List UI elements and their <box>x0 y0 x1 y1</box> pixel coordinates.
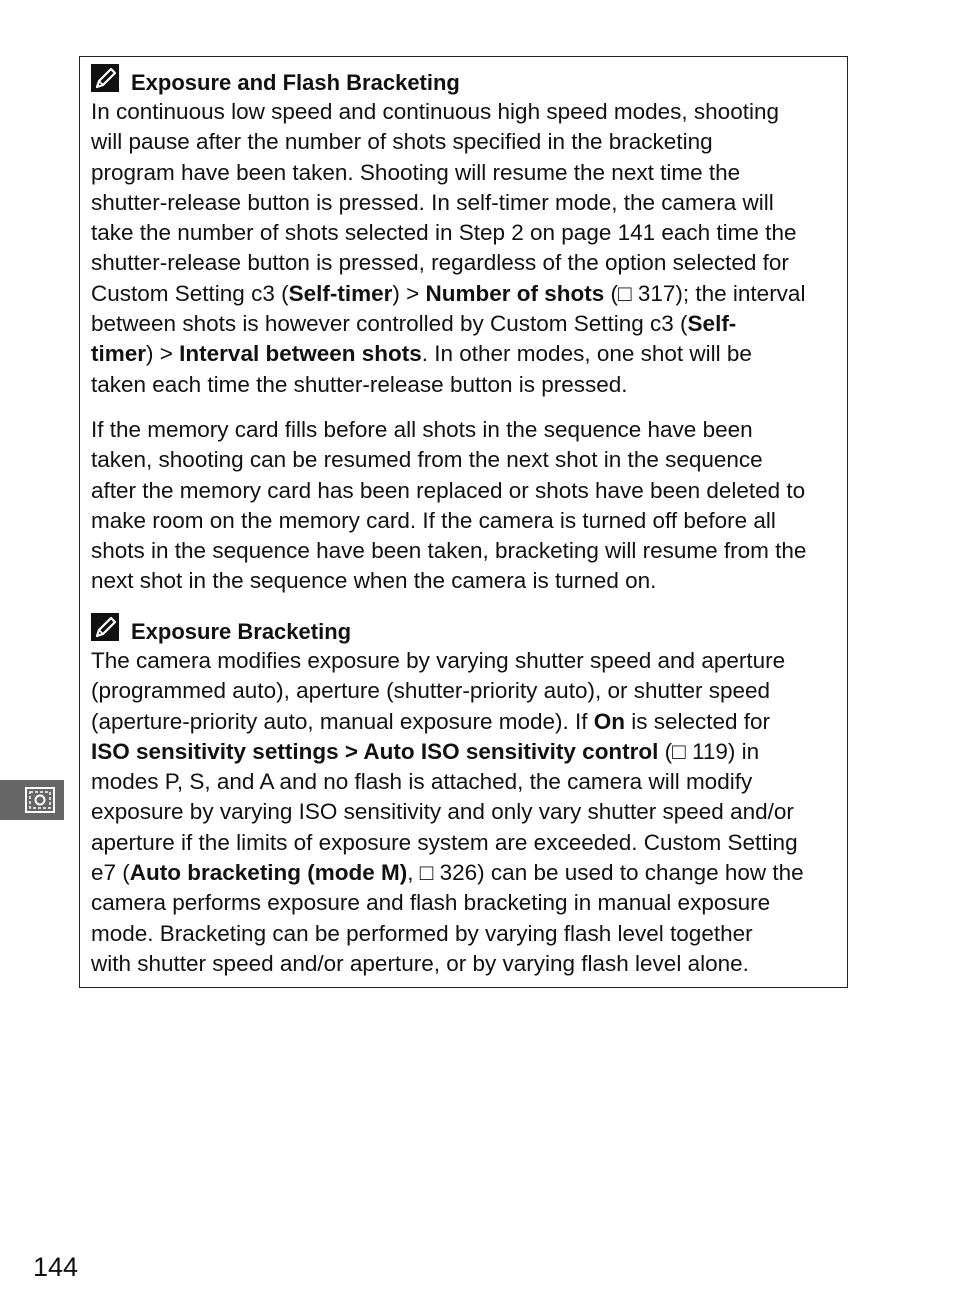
body-line: shutter-release button is pressed. In self-timer mode, the camera will <box>91 189 774 215</box>
body-line: make room on the memory card. If the camera is turned off before all <box>91 507 776 533</box>
body-paragraph <box>91 97 841 400</box>
body-line: The camera modifies exposure by varying shutter speed and aperture <box>91 648 786 673</box>
paragraph-gap <box>91 400 841 415</box>
body-line: take the number of shots selected in Step 2 on page 141 each time the <box>91 220 797 246</box>
body-line: camera performs exposure and flash bracketing in manual exposure <box>91 890 771 916</box>
body-line: exposure by varying ISO sensitivity and only vary shutter speed and/or <box>91 799 794 825</box>
note-header <box>91 61 841 97</box>
body-line: timer) > Interval between shots. In other modes, one shot will be <box>91 341 752 367</box>
body-line: (programmed auto), aperture (shutter-priority auto), or shutter speed <box>91 678 771 704</box>
body-line: e7 (Auto bracketing (mode M), □ 326) can be used to change how the <box>91 860 804 886</box>
shooting-menu-icon <box>24 786 56 814</box>
body-line: will pause after the number of shots specified in the bracketing <box>91 129 713 155</box>
body-line: after the memory card has been replaced or shots have been deleted to <box>91 477 806 503</box>
page-number: 144 <box>33 1252 79 1282</box>
body-line: modes P, S, and A and no flash is attached, the camera will modify <box>91 769 753 795</box>
body-line: taken each time the shutter-release button is pressed. <box>91 371 628 397</box>
body-line: with shutter speed and/or aperture, or by varying flash level alone. <box>91 950 749 976</box>
section-side-tab <box>0 780 64 820</box>
body-line: mode. Bracketing can be performed by varying flash level together <box>91 920 753 946</box>
note-header <box>91 610 841 646</box>
body-line: shots in the sequence have been taken, bracketing will resume from the <box>91 538 807 564</box>
body-line: next shot in the sequence when the camera is turned on. <box>91 568 657 594</box>
note-pencil-icon <box>91 64 119 92</box>
body-line: (aperture-priority auto, manual exposure mode). If On is selected for <box>91 708 771 734</box>
body-line: In continuous low speed and continuous high speed modes, shooting <box>91 99 779 124</box>
note-title: Exposure and Flash Bracketing <box>131 70 460 95</box>
body-line: shutter-release button is pressed, regardless of the option selected for <box>91 250 789 276</box>
note-body <box>91 646 841 979</box>
note-pencil-icon <box>91 613 119 641</box>
body-paragraph <box>91 415 841 597</box>
body-line: taken, shooting can be resumed from the next shot in the sequence <box>91 447 763 473</box>
body-line: If the memory card fills before all shots in the sequence have been <box>91 416 753 442</box>
note-body <box>91 97 841 597</box>
body-line: program have been taken. Shooting will resume the next time the <box>91 159 741 185</box>
body-line: between shots is however controlled by Custom Setting c3 (Self- <box>91 311 737 337</box>
body-line: Custom Setting c3 (Self-timer) > Number of shots (□ 317); the interval <box>91 280 806 306</box>
note-title: Exposure Bracketing <box>131 619 352 644</box>
note-exposure-bracketing <box>91 610 841 979</box>
body-line: ISO sensitivity settings > Auto ISO sensitivity control (□ 119) in <box>91 738 760 764</box>
body-line: aperture if the limits of exposure system are exceeded. Custom Setting <box>91 829 798 855</box>
note-exposure-flash-bracketing <box>91 61 841 597</box>
body-paragraph <box>91 646 841 979</box>
note-box <box>79 56 848 988</box>
